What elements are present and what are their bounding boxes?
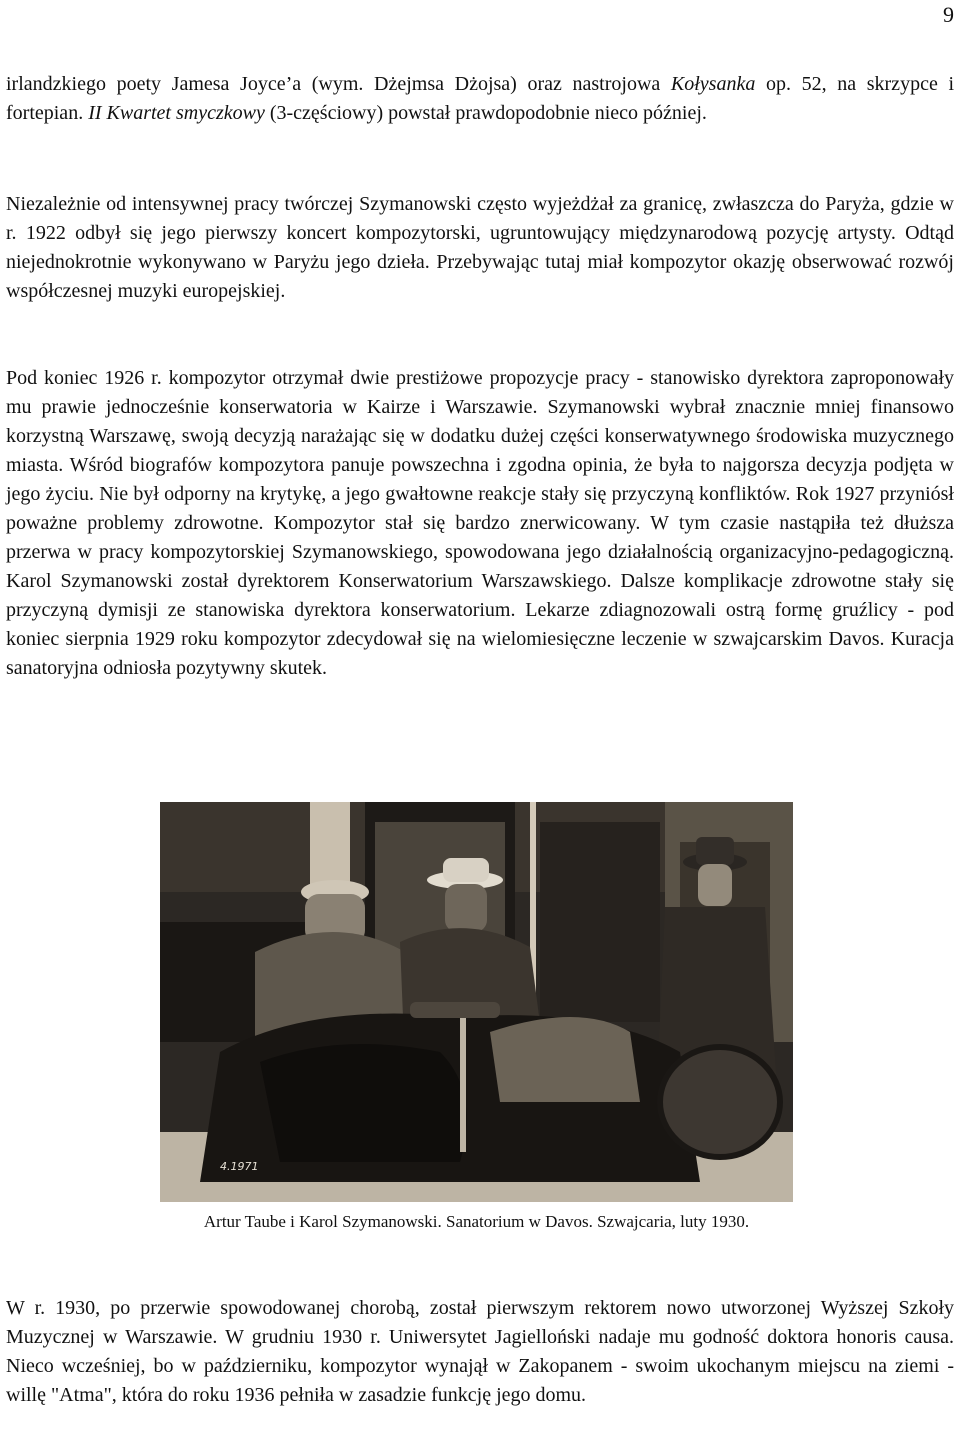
text-run: op. 52, na skrzypce i fortepian. [6,73,955,124]
page-number: 9 [943,2,954,27]
photo-signature: 4.1971 [220,1160,259,1173]
text-run: irlandzkiego poety Jamesa Joyce’a (wym. Dżejmsa Dżojsa) oraz nastrojowa [6,73,671,95]
paragraph-3 [6,364,954,683]
italic-title: II Kwartet smyczkowy [88,102,265,124]
paragraph-3-text: Pod koniec 1926 r. kompozytor otrzymał dwie prestiżowe propozycje pracy - stanowisko dyrektora zaproponowały mu prawie jednocześnie konserwatoria w Kairze i Warszawie. Szymanowski wybrał znacznie mniej finansowo korzystną Warszawę, swoją decyzją narażając się w dodatku dużej części konserwatywnego środowiska muzycznego miasta. Wśród biografów kompozytora panuje powszechna i zgodna opinia, że była to najgorsza decyzja podjęta w jego życiu. Nie był odporny na krytykę, a jego gwałtowne reakcje stały się przyczyną konfliktów. Rok 1927 przyniósł poważne problemy zdrowotne. Kompozytor stał się bardzo znerwicowany. W tym czasie nastąpiła też dłuższa przerwa w pracy kompozytorskiej Szymanowskiego, spowodowana jego działalnością organizacyjno-pedagogiczną. Karol Szymanowski został dyrektorem Konserwatorium Warszawskiego. Dalsze komplikacje zdrowotne stały się przyczyną dymisji ze stanowiska dyrektora konserwatorium. Lekarze zdiagnozowali ostrą formę gruźlicy - pod koniec sierpnia 1929 roku kompozytor zdecydował się na wielomiesięczne leczenie w szwajcarskim Davos. Kuracja sanatoryjna odniosła pozytywny skutek. [6,367,954,679]
paragraph-2 [6,190,954,306]
paragraph-1 [6,70,954,128]
italic-title: Kołysanka [670,73,756,95]
photo-caption: Artur Taube i Karol Szymanowski. Sanatorium w Davos. Szwajcaria, luty 1930. [203,1212,750,1231]
text-run: (3-częściowy) powstał prawdopodobnie nieco później. [264,102,707,124]
paragraph-1-text [6,70,954,128]
paragraph-4-text: W r. 1930, po przerwie spowodowanej chorobą, został pierwszym rektorem nowo utworzonej Wyższej Szkoły Muzycznej w Warszawie. W grudniu 1930 r. Uniwersytet Jagielloński nadaje mu godność doktora honoris causa. Nieco wcześniej, bo w październiku, kompozytor wynajął w Zakopanem - swoim ukochanym miejscu na ziemi - willę "Atma", która do roku 1936 pełniła w zasadzie funkcję jego domu. [6,1297,954,1406]
paragraph-4 [6,1294,954,1410]
photograph-illustration [160,802,793,1202]
historical-photograph [160,802,793,1202]
paragraph-2-text: Niezależnie od intensywnej pracy twórczej Szymanowski często wyjeżdżał za granicę, zwłaszcza do Paryża, gdzie w r. 1922 odbył się jego pierwszy koncert kompozytorski, ugruntowujący międzynarodową pozycję artysty. Odtąd niejednokrotnie wykonywano w Paryżu jego dzieła. Przebywając tutaj miał kompozytor okazję obserwować rozwój współczesnej muzyki europejskiej. [6,193,954,302]
